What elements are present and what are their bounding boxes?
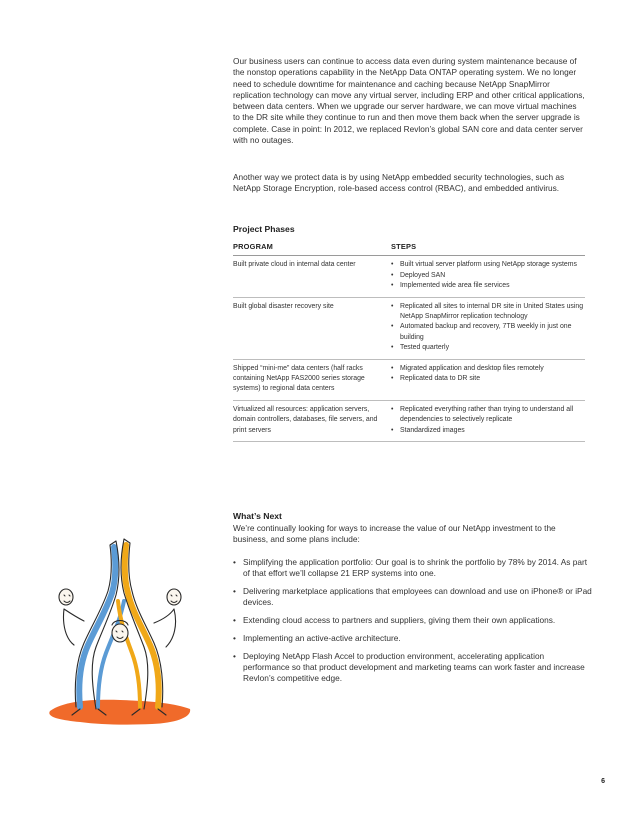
list-item: • Delivering marketplace applications that employees can download and use on iPhone® or iPad devices. [233,586,593,609]
program-cell: Built private cloud in internal data center [233,256,391,297]
project-phases-table [233,239,585,442]
table-row [233,297,585,359]
list-item: • Simplifying the application portfolio: Our goal is to shrink the portfolio by 78% by 2014. As part of that effort we’ll collapse 21 ERP systems into one. [233,557,593,580]
intro-paragraph-2: Another way we protect data is by using NetApp embedded security technologies, such as NetApp Storage Encryption, role-based access control (RBAC), and embedded antivirus. [233,172,565,194]
page-number: 6 [601,778,605,785]
program-column-header: PROGRAM [233,239,391,256]
table-row [233,256,585,297]
step-item: • Built virtual server platform using NetApp storage systems [391,260,585,270]
step-item: • Replicated all sites to internal DR site in United States using NetApp SnapMirror replication technology [391,302,585,323]
orange-ground-splash [49,700,190,725]
step-item: • Standardized images [391,426,585,436]
table-row [233,359,585,400]
whats-next-intro: We’re continually looking for ways to increase the value of our NetApp investment to the business, and some plans include: [233,523,556,545]
step-item: • Migrated application and desktop files remotely [391,364,585,374]
steps-cell [391,400,585,441]
step-item: • Deployed SAN [391,271,585,281]
list-item: • Deploying NetApp Flash Accel to production environment, accelerating application performance so that product development and marketing teams can work faster and increase Revlon’s competitive edge. [233,651,593,685]
project-phases-heading: Project Phases [233,224,295,234]
table-row [233,400,585,441]
step-item: • Automated backup and recovery, 7TB weekly in just one building [391,322,585,343]
table-header-row [233,239,585,256]
program-cell: Built global disaster recovery site [233,297,391,359]
steps-cell [391,359,585,400]
right-figure [118,539,181,715]
step-item: • Implemented wide area file services [391,281,585,291]
step-item: • Replicated data to DR site [391,374,585,384]
program-cell: Virtualized all resources: application servers, domain controllers, databases, file servers, and print servers [233,400,391,441]
teamwork-figures-illustration [40,535,200,735]
plans-list [233,557,593,691]
steps-column-header: STEPS [391,239,585,256]
center-figure [112,621,128,643]
whats-next-heading: What’s Next [233,511,282,521]
step-item: • Tested quarterly [391,343,585,353]
steps-cell [391,256,585,297]
steps-cell [391,297,585,359]
list-item: • Implementing an active-active architecture. [233,633,593,644]
program-cell: Shipped “mini-me” data centers (half racks containing NetApp FAS2000 series storage systems) to regional data centers [233,359,391,400]
intro-paragraph-1: Our business users can continue to access data even during system maintenance because of the nonstop operations capability in the NetApp Data ONTAP operating system. We no longer need to schedule downtime for maintenance and caching because NetApp SnapMirror replication technology can move any virtual server, including ERP and other critical applications, between data centers. When we upgrade our server hardware, we can move virtual machines to the DR site while they continue to run and then move them back when the server upgrade is complete. Case in point: In 2012, we replaced Revlon’s global SAN core and data center server with no outages. [233,56,585,146]
list-item: • Extending cloud access to partners and suppliers, giving them their own applications. [233,615,593,626]
step-item: • Replicated everything rather than trying to understand all dependencies to selectively replicate [391,405,585,426]
